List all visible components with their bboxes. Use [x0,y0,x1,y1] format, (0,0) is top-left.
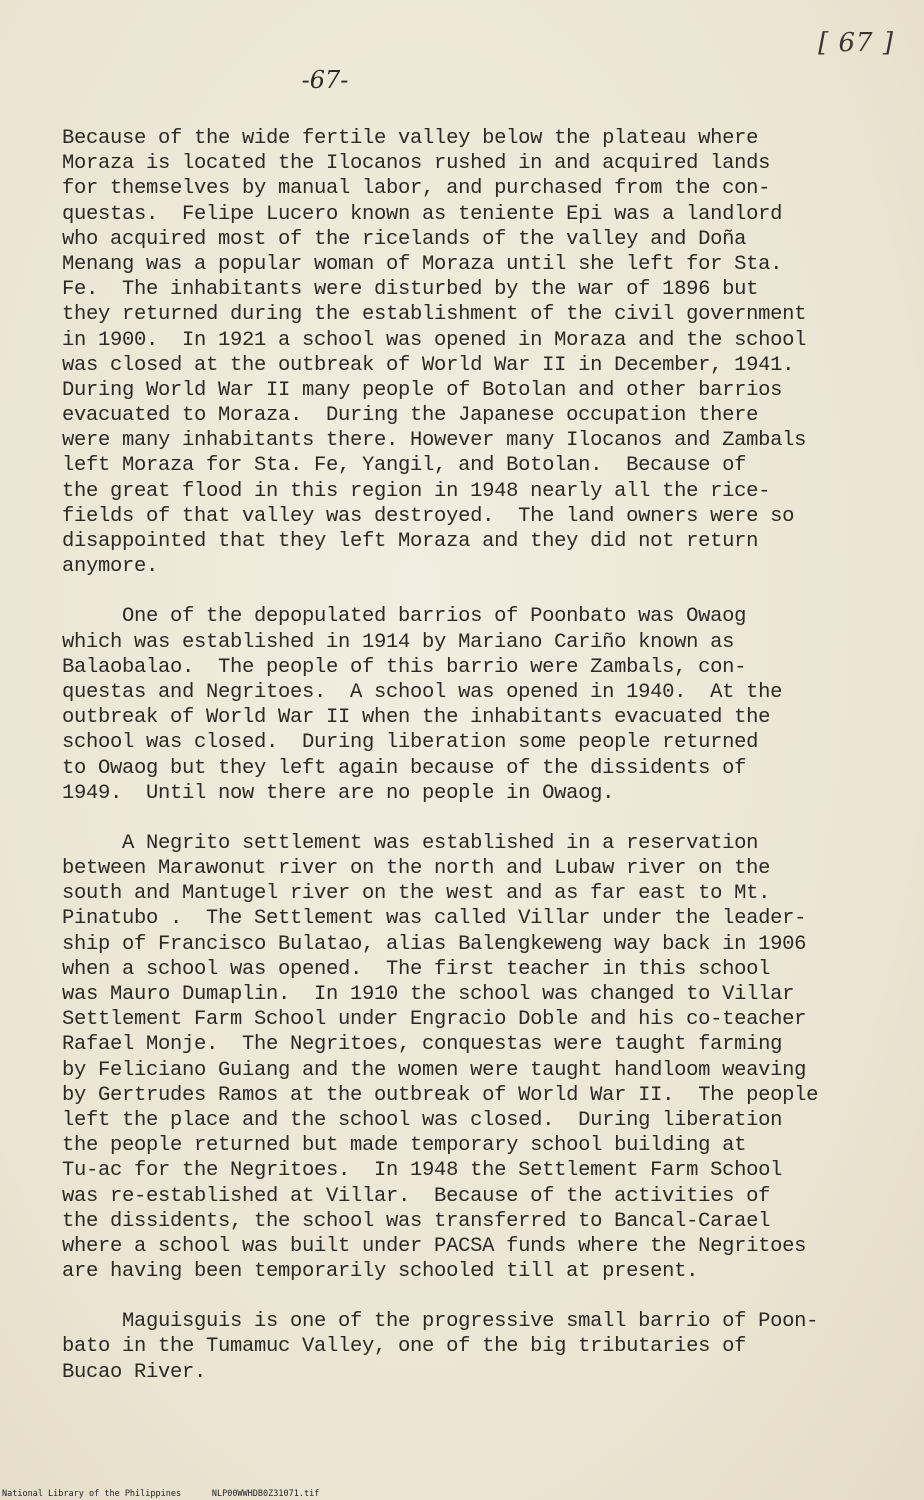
text-line: was closed at the outbreak of World War II in December, 1941. [62,353,795,377]
text-line: Rafael Monje. The Negritoes, conquestas were taught farming [62,1033,783,1057]
text-line: by Feliciano Guiang and the women were taught handloom weaving [62,1058,807,1082]
text-line: was Mauro Dumaplin. In 1910 the school was changed to Villar [62,983,795,1006]
text-line: south and Mantugel river on the west and as far east to Mt. [62,882,771,906]
footer-institution: National Library of the Philippines [2,1489,182,1499]
text-line: they returned during the establishment of the civil government [62,303,807,327]
text-line: evacuated to Moraza. During the Japanese occupation there [62,404,759,428]
text-line: Menang was a popular woman of Moraza until she left for Sta. [62,252,783,276]
text-line: Pinatubo . The Settlement was called Villar under the leader- [62,907,807,931]
text-line: who acquired most of the ricelands of the valley and Doña [62,227,747,251]
text-line: bato in the Tumamuc Valley, one of the big tributaries of [62,1335,747,1359]
text-line: school was closed. During liberation some people returned [62,731,759,755]
text-line: Maguisguis is one of the progressive small barrio of Poon- [62,1310,819,1334]
text-line: which was established in 1914 by Mariano Cariño known as [62,630,735,654]
text-line: left the place and the school was closed. During liberation [62,1108,783,1132]
text-line: Because of the wide fertile valley below the plateau where [62,127,759,150]
text-line: left Moraza for Sta. Fe, Yangil, and Botolan. Because of [62,454,747,478]
text-line: questas and Negritoes. A school was opened in 1940. At the [62,680,783,704]
text-line: disappointed that they left Moraza and they did not return [62,530,759,553]
footer-file-name: NLP00WWHDB0Z31071.tif [211,1489,320,1499]
text-line: One of the depopulated barrios of Poonbato was Owaog [62,605,747,629]
text-line: 1949. Until now there are no people in Owaog. [62,781,615,805]
paragraph [62,831,842,1284]
text-line: by Gertrudes Ramos at the outbreak of World War II. The people [62,1083,819,1107]
text-line: ship of Francisco Bulatao, alias Balengkeweng way back in 1906 [62,932,807,956]
handwritten-page-mark: [ 67 ] [818,28,894,58]
scan-footer [2,1489,319,1499]
text-line: Bucao River. [62,1360,207,1384]
text-line: Balaobalao. The people of this barrio were Zambals, con- [62,655,747,679]
text-line: to Owaog but they left again because of the dissidents of [62,756,747,780]
text-line: was re-established at Villar. Because of the activities of [62,1184,771,1208]
text-line: are having been temporarily schooled till at present. [62,1260,699,1284]
text-line: when a school was opened. The first teacher in this school [62,957,771,981]
text-line: between Marawonut river on the north and Lubaw river on the [62,857,771,881]
text-line: the great flood in this region in 1948 nearly all the rice- [62,479,771,503]
text-line: the people returned but made temporary school building at [62,1134,747,1158]
text-line: the dissidents, the school was transferred to Bancal-Carael [62,1209,771,1233]
text-line: for themselves by manual labor, and purchased from the con- [62,177,771,201]
text-line: fields of that valley was destroyed. The land owners were so [62,504,795,528]
body-text [62,126,842,1410]
paragraph [62,604,842,806]
text-line: outbreak of World War II when the inhabitants evacuated the [62,706,771,730]
text-line: Fe. The inhabitants were disturbed by the war of 1896 but [62,278,759,302]
text-line: questas. Felipe Lucero known as teniente Epi was a landlord [62,202,783,226]
text-line: were many inhabitants there. However many Ilocanos and Zambals [62,429,807,453]
text-line: Tu-ac for the Negritoes. In 1948 the Settlement Farm School [62,1159,783,1183]
text-line: Moraza is located the Ilocanos rushed in and acquired lands [62,152,771,176]
paragraph [62,1309,842,1385]
text-line: anymore. [62,555,159,579]
paragraph [62,126,842,579]
page-number: -67- [301,66,349,94]
text-line: A Negrito settlement was established in a reservation [62,831,759,855]
text-line: Settlement Farm School under Engracio Doble and his co-teacher [62,1008,807,1032]
text-line: where a school was built under PACSA funds where the Negritoes [62,1234,807,1258]
text-line: During World War II many people of Botolan and other barrios [62,378,783,402]
text-line: in 1900. In 1921 a school was opened in Moraza and the school [62,328,807,352]
